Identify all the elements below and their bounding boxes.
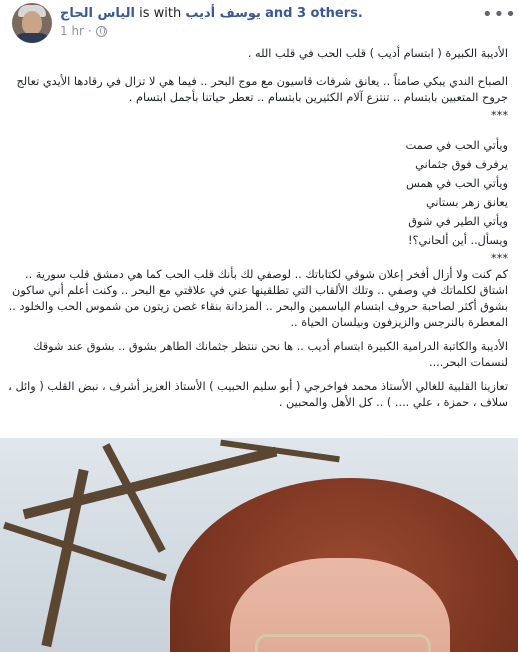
spacer bbox=[8, 371, 508, 379]
author-name[interactable]: الياس الحاج bbox=[60, 6, 135, 21]
poem-line: ويسأل.. أين ألحاني؟! bbox=[408, 234, 508, 247]
poem-line: ويأتي الطير في شوق bbox=[408, 215, 508, 228]
author-avatar[interactable] bbox=[12, 3, 52, 43]
photo-glasses bbox=[255, 634, 431, 652]
tagged-person[interactable]: يوسف أديب bbox=[185, 6, 261, 21]
poem-line: يرفرف فوق جثماني bbox=[415, 158, 508, 171]
post-time[interactable]: 1 hr bbox=[60, 24, 84, 38]
more-options-icon[interactable]: ••• bbox=[482, 4, 517, 25]
stars-separator: *** bbox=[491, 109, 508, 122]
stars-separator: *** bbox=[491, 252, 508, 265]
post-paragraph-intro: الصباح الندي يبكي صامتاً .. يعانق شرفات قاسيون مع موج البحر .. فيما هي لا تزال في رقادها الأيدي تعالج جروح المتعبين بابتسام .. تنتزع آلام الكثيرين بابتسام .. تعطر حياتنا بأجمل ابتسام . bbox=[16, 75, 508, 104]
globe-icon[interactable] bbox=[96, 26, 107, 37]
post-paragraph-title: الأديبة الكبيرة ( ابتسام أديب ) قلب الحب في قلب الله . bbox=[247, 47, 508, 60]
post-paragraph-longing: كم كنت ولا أزال أفخر إعلان شوقي لكتاباتك .. لوصفي لك بأنك قلب الحب كما هي دمشق قلب سورية .. اشتاق لكلماتك في وصفي .. وتلك الألقاب التي تطلقينها عني في علاقتي مع البحر .. وكنت أعلم أني ساكون بشوق أكثر لصاحبة حروف ابتسام الياسمين والبحر .. المزدانة بنقاء غصن زيتون من شموس الحب والخلود .. المعطرة بالنرجس والزيزفون وبيلسان الحياة .. bbox=[8, 268, 508, 329]
avatar-face bbox=[22, 11, 42, 35]
post-paragraph-waiting: الأديبة والكاتبة الدرامية الكبيرة ابتسام أديب .. ها نحن ننتظر جثمانك الطاهر بشوق .. بشوق عند شوقك لنسمات البحر.... bbox=[33, 340, 508, 369]
poem-line: يعانق زهر بستاني bbox=[425, 196, 508, 209]
post-header-line bbox=[60, 6, 363, 21]
spacer bbox=[8, 331, 508, 339]
avatar-shirt bbox=[14, 33, 50, 43]
post-header bbox=[0, 0, 518, 44]
post-photo[interactable] bbox=[0, 438, 518, 652]
others-link[interactable]: and 3 others. bbox=[265, 6, 363, 21]
post-body bbox=[8, 44, 508, 411]
with-text: is with bbox=[139, 6, 182, 21]
post-paragraph-condolences: تعازينا القلبية للغالي الأستاذ محمد فواخرجي ( أبو سليم الحبيب ) الأستاذ العزيز أشرف ، نبض القلب ( وائل ، سلاف ، حمزة ، علي .... ) .. كل الأهل والمحبين . bbox=[8, 380, 508, 409]
spacer bbox=[8, 62, 508, 74]
poem-line: ويأتي الحب في همس bbox=[405, 177, 508, 190]
spacer bbox=[8, 124, 508, 136]
post-meta bbox=[60, 24, 107, 38]
meta-separator: · bbox=[88, 24, 92, 38]
poem-line: ويأتي الحب في صمت bbox=[405, 139, 508, 152]
